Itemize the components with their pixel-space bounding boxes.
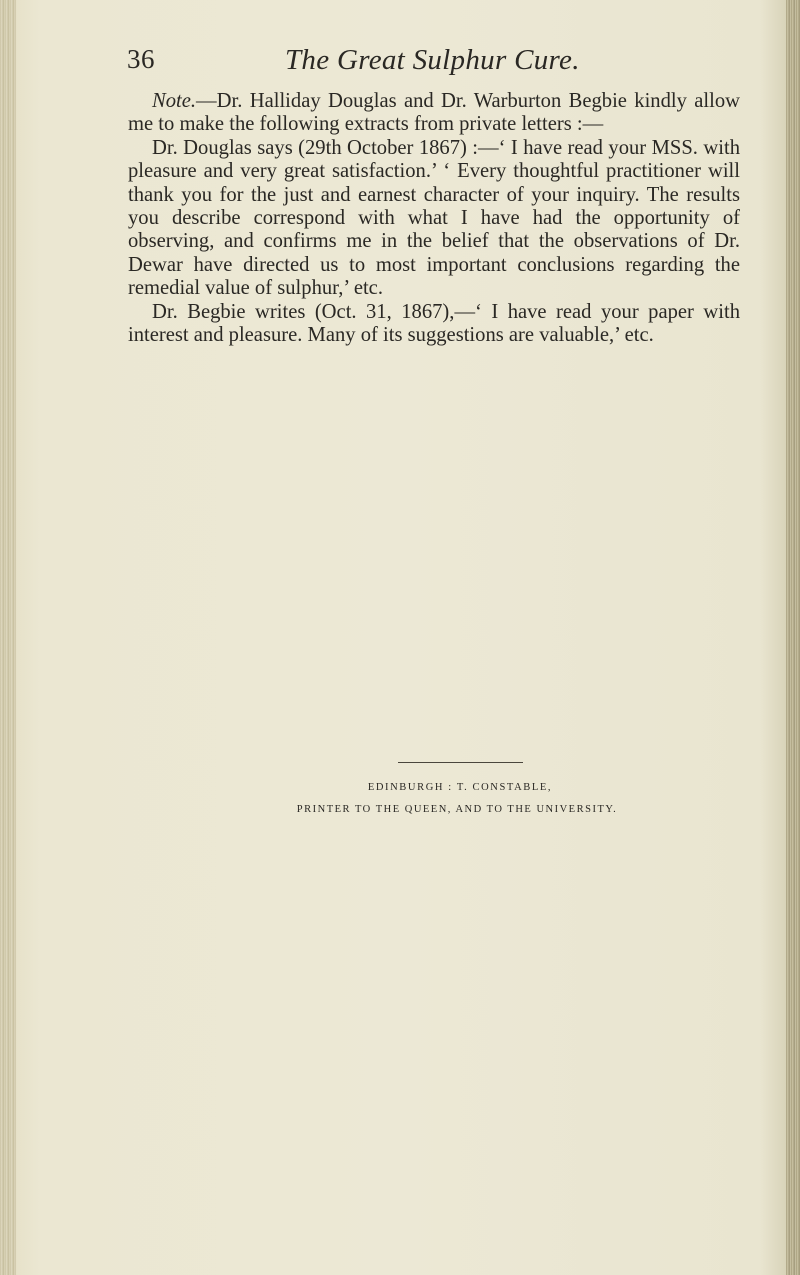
page-number: 36: [127, 44, 155, 74]
paragraph-douglas: Dr. Douglas says (29th October 1867) :—‘ I have read your MSS. with pleasure and very great satisfaction.’ ‘ Every thoughtful practitioner will thank you for the just and earnest character of your inquiry. The results you describe correspond with what I have had the opportunity of observing, and confirms me in the belief that the observations of Dr. Dewar have directed us to most important conclusions regarding the remedial value of sulphur,’ etc.: [128, 136, 740, 300]
paragraph-note: [128, 90, 740, 137]
printer-colophon: [296, 762, 620, 817]
running-head: [127, 44, 737, 84]
running-title: The Great Sulphur Cure.: [285, 44, 580, 76]
body-text: [128, 90, 740, 347]
paragraph-note-text: —Dr. Halliday Douglas and Dr. Warburton Begbie kindly allow me to make the following extracts from private letters :—: [128, 90, 740, 136]
printer-line-1: EDINBURGH : T. CONSTABLE,: [367, 782, 553, 793]
paragraph-begbie: Dr. Begbie writes (Oct. 31, 1867),—‘ I have read your paper with interest and pleasure. Many of its suggestions are valuable,’ etc.: [128, 300, 740, 347]
printer-line-2: PRINTER TO THE QUEEN, AND TO THE UNIVERSITY.: [296, 804, 618, 815]
binding-edge: [0, 0, 16, 1275]
note-label: Note.: [152, 90, 197, 112]
colophon-rule: [398, 762, 523, 763]
page-edge: [786, 0, 800, 1275]
